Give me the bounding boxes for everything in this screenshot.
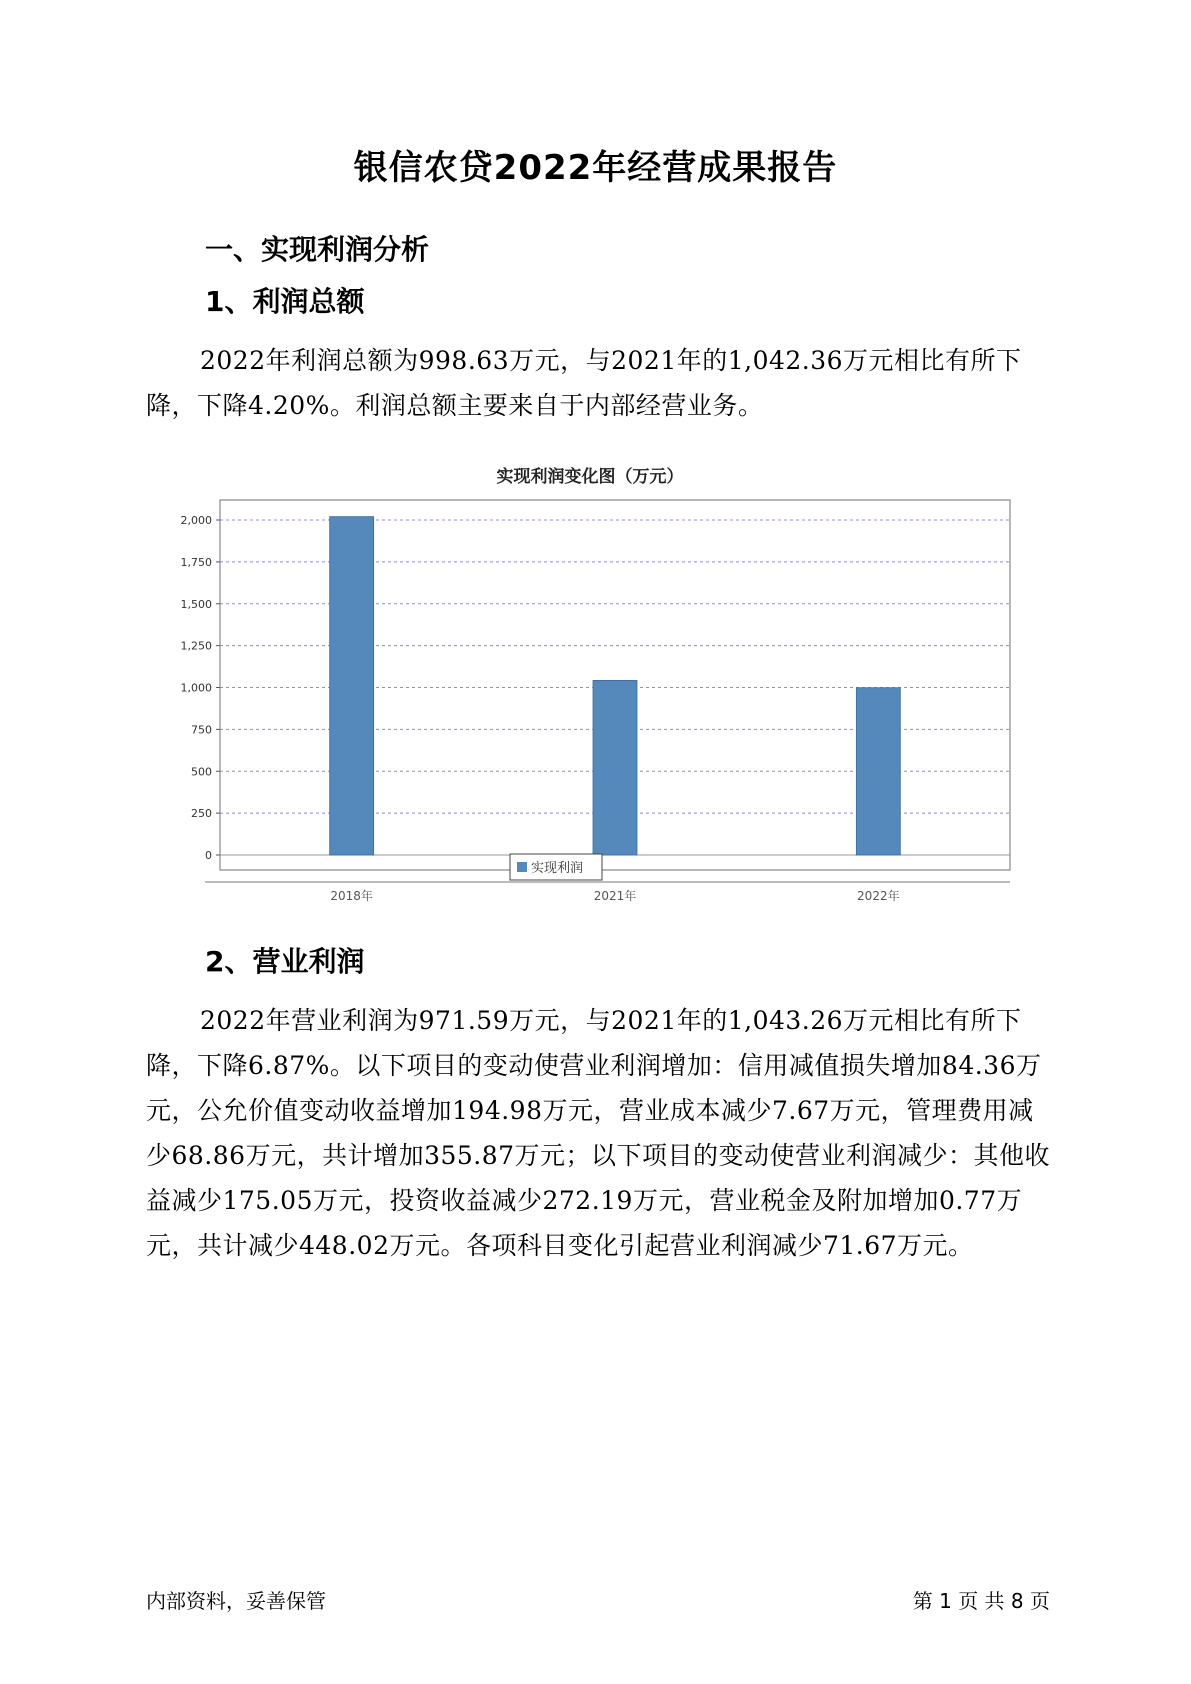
section-heading-profit-analysis: 一、实现利润分析 [205,233,430,266]
y-tick-label: 500 [191,765,212,779]
paragraph-total-profit: 2022年利润总额为998.63万元，与2021年的1,042.36万元相比有所下降，下降4.20%。利润总额主要来自于内部经营业务。 [146,346,1022,420]
y-tick-label: 1,500 [180,597,212,611]
y-tick-label: 250 [191,807,212,821]
y-tick-label: 1,000 [180,681,212,695]
paragraph-operating-profit: 2022年营业利润为971.59万元，与2021年的1,043.26万元相比有所下降，下降6.87%。以下项目的变动使营业利润增加：信用减值损失增加84.36万元，公允价值变动收益增加194.98万元，营业成本减少7.67万元，管理费用减少68.86万元，共计增加355.87万元；以下项目的变动使营业利润减少：其他收益减少175.05万元，投资收益减少272.19万元，营业税金及附加增加0.77万元，共计减少448.02万元。各项科目变化引起营业利润减少71.67万元。 [146,1006,1051,1260]
x-tick-label: 2021年 [593,889,637,903]
x-tick-label: 2018年 [330,889,373,903]
footer-confidential-note: 内部资料，妥善保管 [146,1589,326,1613]
profit-bar-chart-svg [150,455,1030,905]
y-tick-label: 1,750 [180,555,212,569]
footer-page-number: 第 1 页 共 8 页 [912,1589,1050,1613]
legend-swatch [517,862,527,872]
x-tick-label: 2022年 [857,889,900,903]
chart-title: 实现利润变化图（万元） [496,467,684,487]
y-tick-label: 1,250 [180,639,212,653]
legend-label: 实现利润 [531,861,584,876]
y-tick-label: 750 [191,723,212,737]
document-title: 银信农贷2022年经营成果报告 [353,148,838,188]
subsection-heading-operating-profit: 2、营业利润 [205,945,365,978]
y-tick-label: 2,000 [180,514,212,527]
bar-2018年 [330,517,374,855]
bar-2022年 [856,688,900,855]
bar-2021年 [593,680,637,855]
subsection-heading-total-profit: 1、利润总额 [205,285,365,318]
profit-chart [150,455,1030,905]
y-tick-label: 0 [205,849,212,862]
